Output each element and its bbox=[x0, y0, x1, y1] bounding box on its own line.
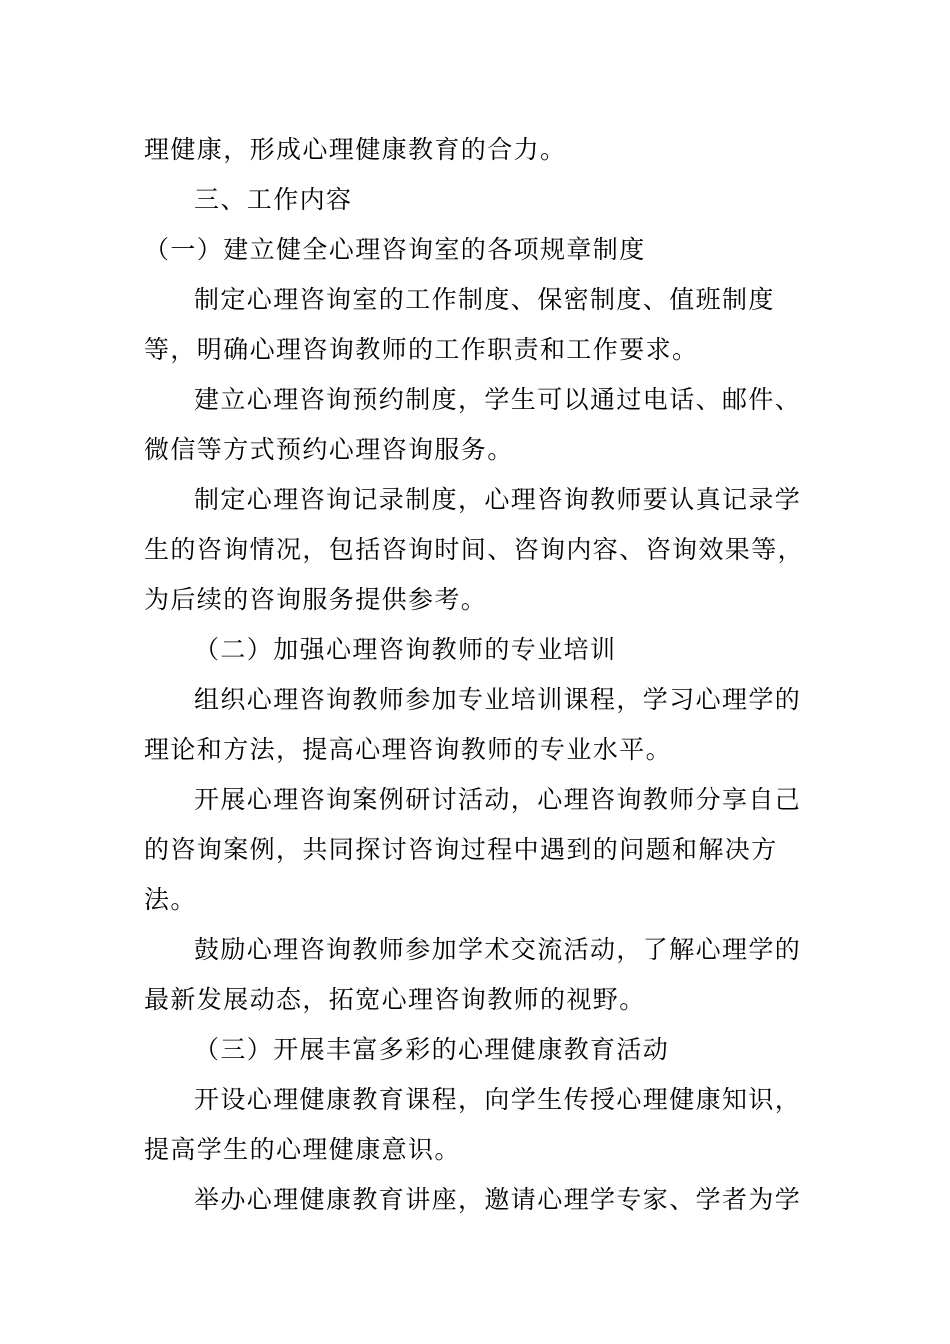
paragraph-line: 建立心理咨询预约制度，学生可以通过电话、邮件、 bbox=[194, 385, 802, 414]
paragraph-line: 理健康，形成心理健康教育的合力。 bbox=[144, 135, 567, 164]
paragraph-line: 鼓励心理咨询教师参加学术交流活动，了解心理学的 bbox=[194, 935, 802, 964]
paragraph-line: 法。 bbox=[144, 885, 197, 914]
paragraph-line: 等，明确心理咨询教师的工作职责和工作要求。 bbox=[144, 335, 699, 364]
paragraph-line: 最新发展动态，拓宽心理咨询教师的视野。 bbox=[144, 985, 646, 1014]
section-heading: 三、工作内容 bbox=[194, 185, 353, 214]
paragraph-line: 提高学生的心理健康意识。 bbox=[144, 1135, 461, 1164]
paragraph-line: 理论和方法，提高心理咨询教师的专业水平。 bbox=[144, 735, 673, 764]
paragraph-line: 组织心理咨询教师参加专业培训课程，学习心理学的 bbox=[194, 685, 802, 714]
paragraph-line: 制定心理咨询记录制度，心理咨询教师要认真记录学 bbox=[194, 485, 802, 514]
subsection-heading: （三）开展丰富多彩的心理健康教育活动 bbox=[194, 1035, 670, 1064]
paragraph-line: 开设心理健康教育课程，向学生传授心理健康知识， bbox=[194, 1085, 802, 1114]
paragraph-line: 制定心理咨询室的工作制度、保密制度、值班制度 bbox=[194, 285, 775, 314]
subsection-heading: （二）加强心理咨询教师的专业培训 bbox=[194, 635, 617, 664]
paragraph-line: 微信等方式预约心理咨询服务。 bbox=[144, 435, 514, 464]
paragraph-line: 举办心理健康教育讲座，邀请心理学专家、学者为学 bbox=[194, 1185, 802, 1214]
paragraph-line: 为后续的咨询服务提供参考。 bbox=[144, 585, 488, 614]
subsection-heading: （一）建立健全心理咨询室的各项规章制度 bbox=[144, 235, 646, 264]
paragraph-line: 的咨询案例，共同探讨咨询过程中遇到的问题和解决方 bbox=[144, 835, 778, 864]
paragraph-line: 开展心理咨询案例研讨活动，心理咨询教师分享自己 bbox=[194, 785, 802, 814]
paragraph-line: 生的咨询情况，包括咨询时间、咨询内容、咨询效果等， bbox=[144, 535, 805, 564]
